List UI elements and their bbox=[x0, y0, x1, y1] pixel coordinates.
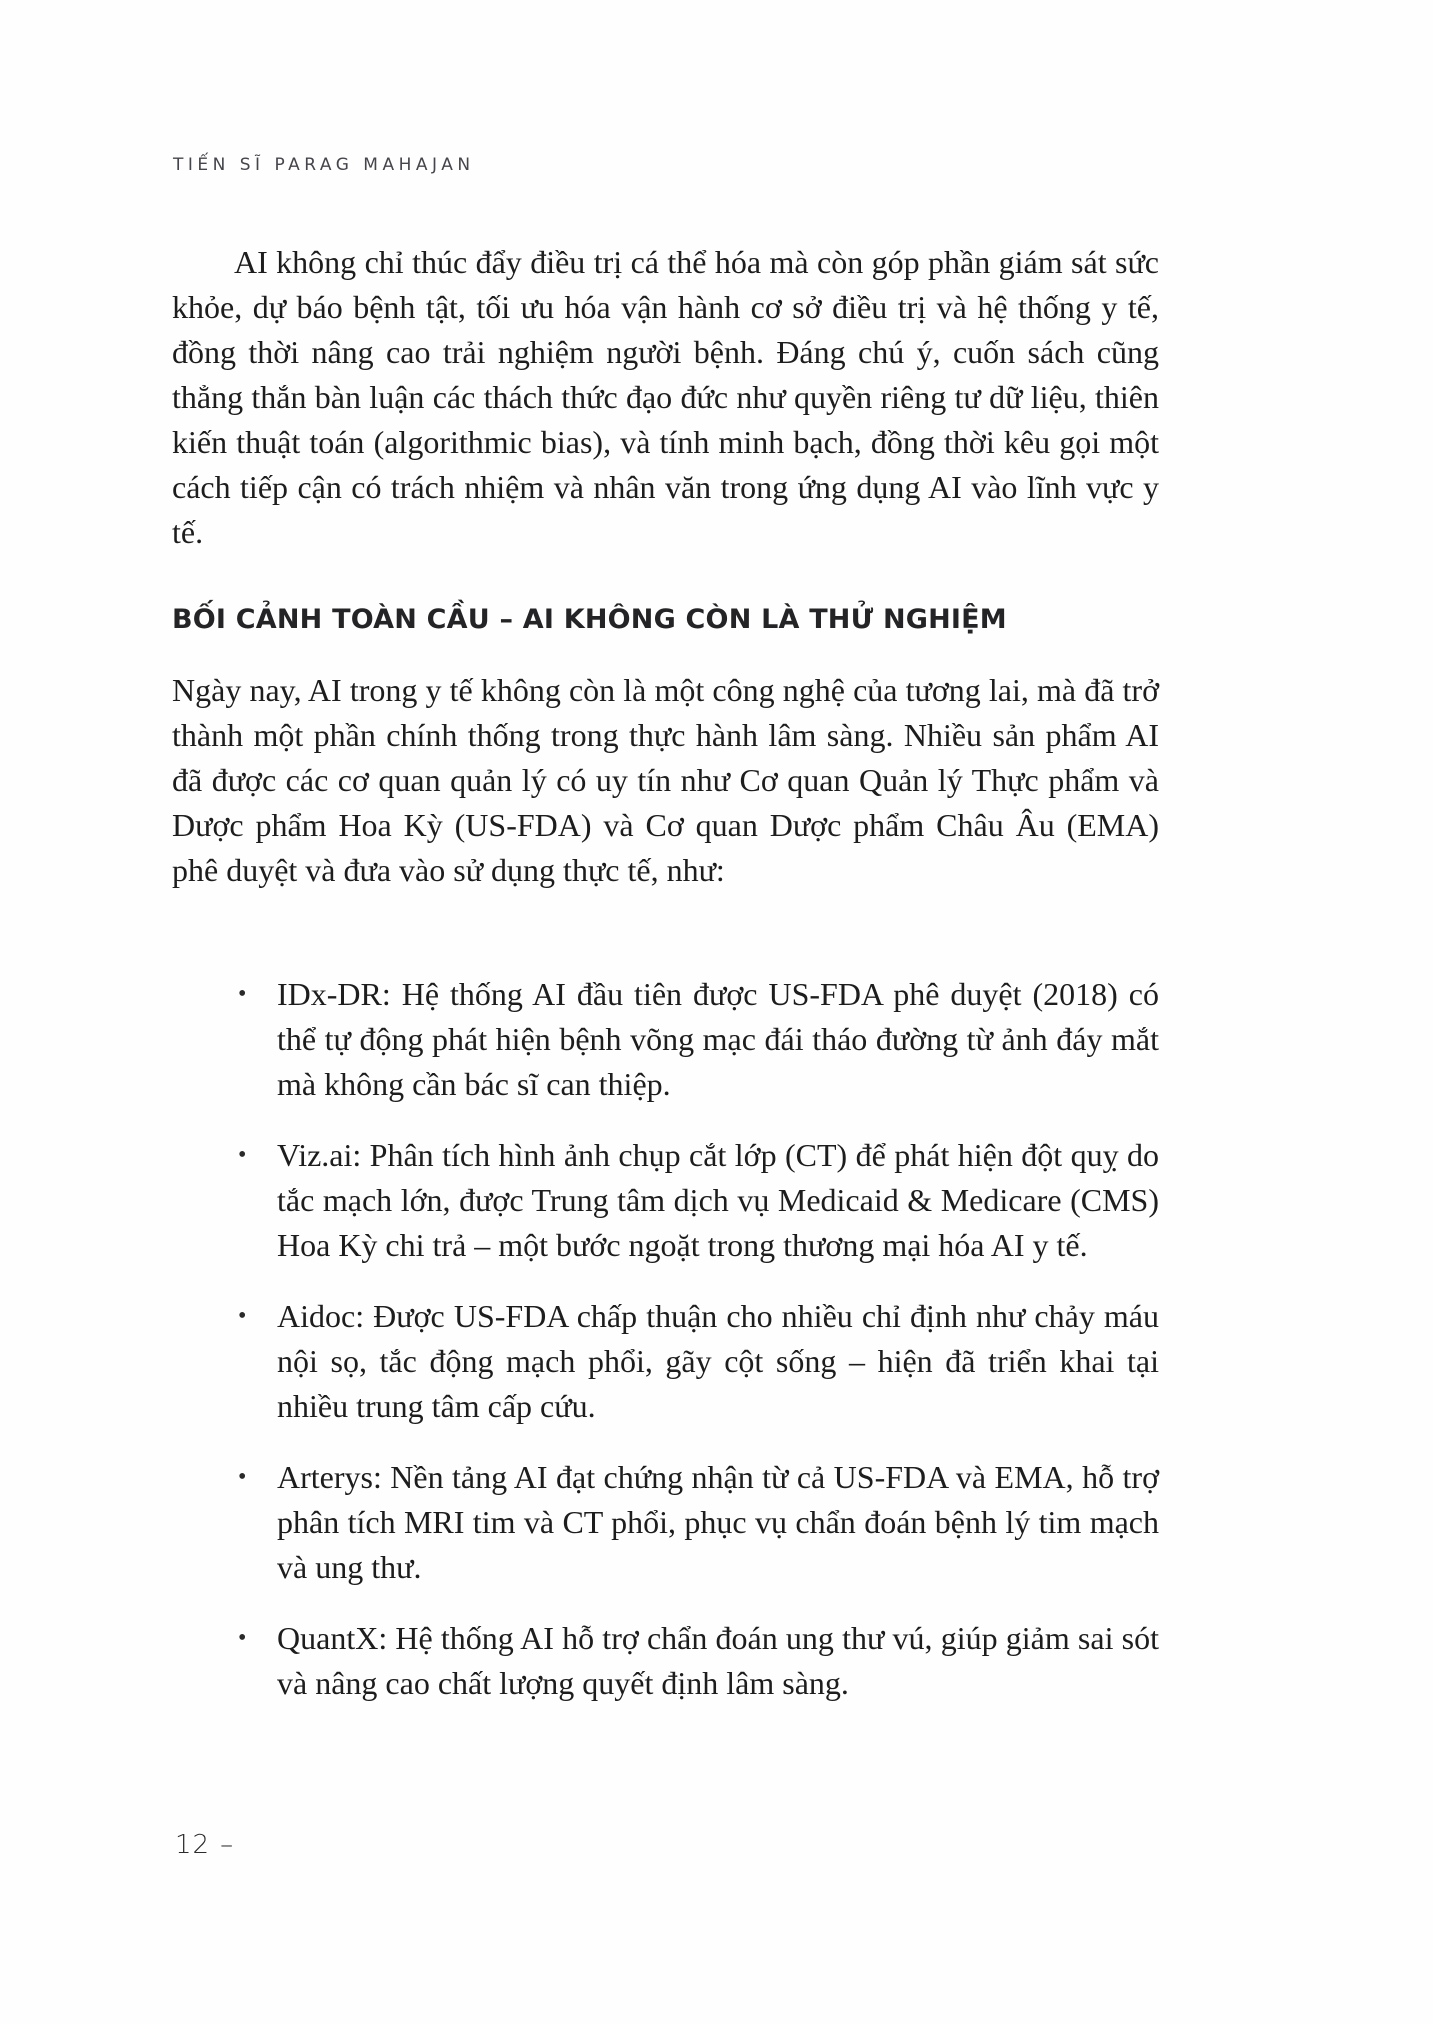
bullet-icon: • bbox=[238, 1625, 247, 1651]
list-item-viz-ai bbox=[172, 1133, 1159, 1268]
bullet-icon: • bbox=[238, 1464, 247, 1490]
bullet-icon: • bbox=[238, 981, 247, 1007]
bullet-icon: • bbox=[238, 1142, 247, 1168]
list-item-idx-dr bbox=[172, 972, 1159, 1107]
bullet-icon: • bbox=[238, 1303, 247, 1329]
section-heading: BỐI CẢNH TOÀN CẦU – AI KHÔNG CÒN LÀ THỬ NGHIỆM bbox=[172, 604, 1007, 635]
page-number: 12 bbox=[175, 1830, 211, 1860]
list-item-text: Viz.ai: Phân tích hình ảnh chụp cắt lớp (CT) để phát hiện đột quỵ do tắc mạch lớn, được Trung tâm dịch vụ Medicaid & Medicare (CMS) Hoa Kỳ chi trả – một bước ngoặt trong thương mại hóa AI y tế. bbox=[277, 1137, 1159, 1263]
list-item-text: QuantX: Hệ thống AI hỗ trợ chẩn đoán ung thư vú, giúp giảm sai sót và nâng cao chất lượng quyết định lâm sàng. bbox=[277, 1620, 1159, 1701]
list-item-text: IDx-DR: Hệ thống AI đầu tiên được US-FDA phê duyệt (2018) có thể tự động phát hiện bệnh võng mạc đái tháo đường từ ảnh đáy mắt mà không cần bác sĩ can thiệp. bbox=[277, 976, 1159, 1102]
list-item-text: Arterys: Nền tảng AI đạt chứng nhận từ cả US-FDA và EMA, hỗ trợ phân tích MRI tim và CT phổi, phục vụ chẩn đoán bệnh lý tim mạch và ung thư. bbox=[277, 1459, 1159, 1585]
list-item-arterys bbox=[172, 1455, 1159, 1590]
list-item-text: Aidoc: Được US-FDA chấp thuận cho nhiều chỉ định như chảy máu nội sọ, tắc động mạch phổi, gãy cột sống – hiện đã triển khai tại nhiều trung tâm cấp cứu. bbox=[277, 1298, 1159, 1424]
page-footer bbox=[175, 1830, 234, 1860]
body-paragraph: Ngày nay, AI trong y tế không còn là một công nghệ của tương lai, mà đã trở thành một phần chính thống trong thực hành lâm sàng. Nhiều sản phẩm AI đã được các cơ quan quản lý có uy tín như Cơ quan Quản lý Thực phẩm và Dược phẩm Hoa Kỳ (US-FDA) và Cơ quan Dược phẩm Châu Âu (EMA) phê duyệt và đưa vào sử dụng thực tế, như: bbox=[172, 672, 1159, 888]
running-header: TIẾN SĨ PARAG MAHAJAN bbox=[173, 155, 475, 175]
approved-products-list bbox=[172, 972, 1159, 1732]
list-item-quantx bbox=[172, 1616, 1159, 1706]
intro-paragraph: AI không chỉ thúc đẩy điều trị cá thể hóa mà còn góp phần giám sát sức khỏe, dự báo bệnh tật, tối ưu hóa vận hành cơ sở điều trị và hệ thống y tế, đồng thời nâng cao trải nghiệm người bệnh. Đáng chú ý, cuốn sách cũng thẳng thắn bàn luận các thách thức đạo đức như quyền riêng tư dữ liệu, thiên kiến thuật toán (algorithmic bias), và tính minh bạch, đồng thời kêu gọi một cách tiếp cận có trách nhiệm và nhân văn trong ứng dụng AI vào lĩnh vực y tế. bbox=[172, 244, 1159, 550]
list-item-aidoc bbox=[172, 1294, 1159, 1429]
footer-dash: – bbox=[220, 1830, 235, 1860]
